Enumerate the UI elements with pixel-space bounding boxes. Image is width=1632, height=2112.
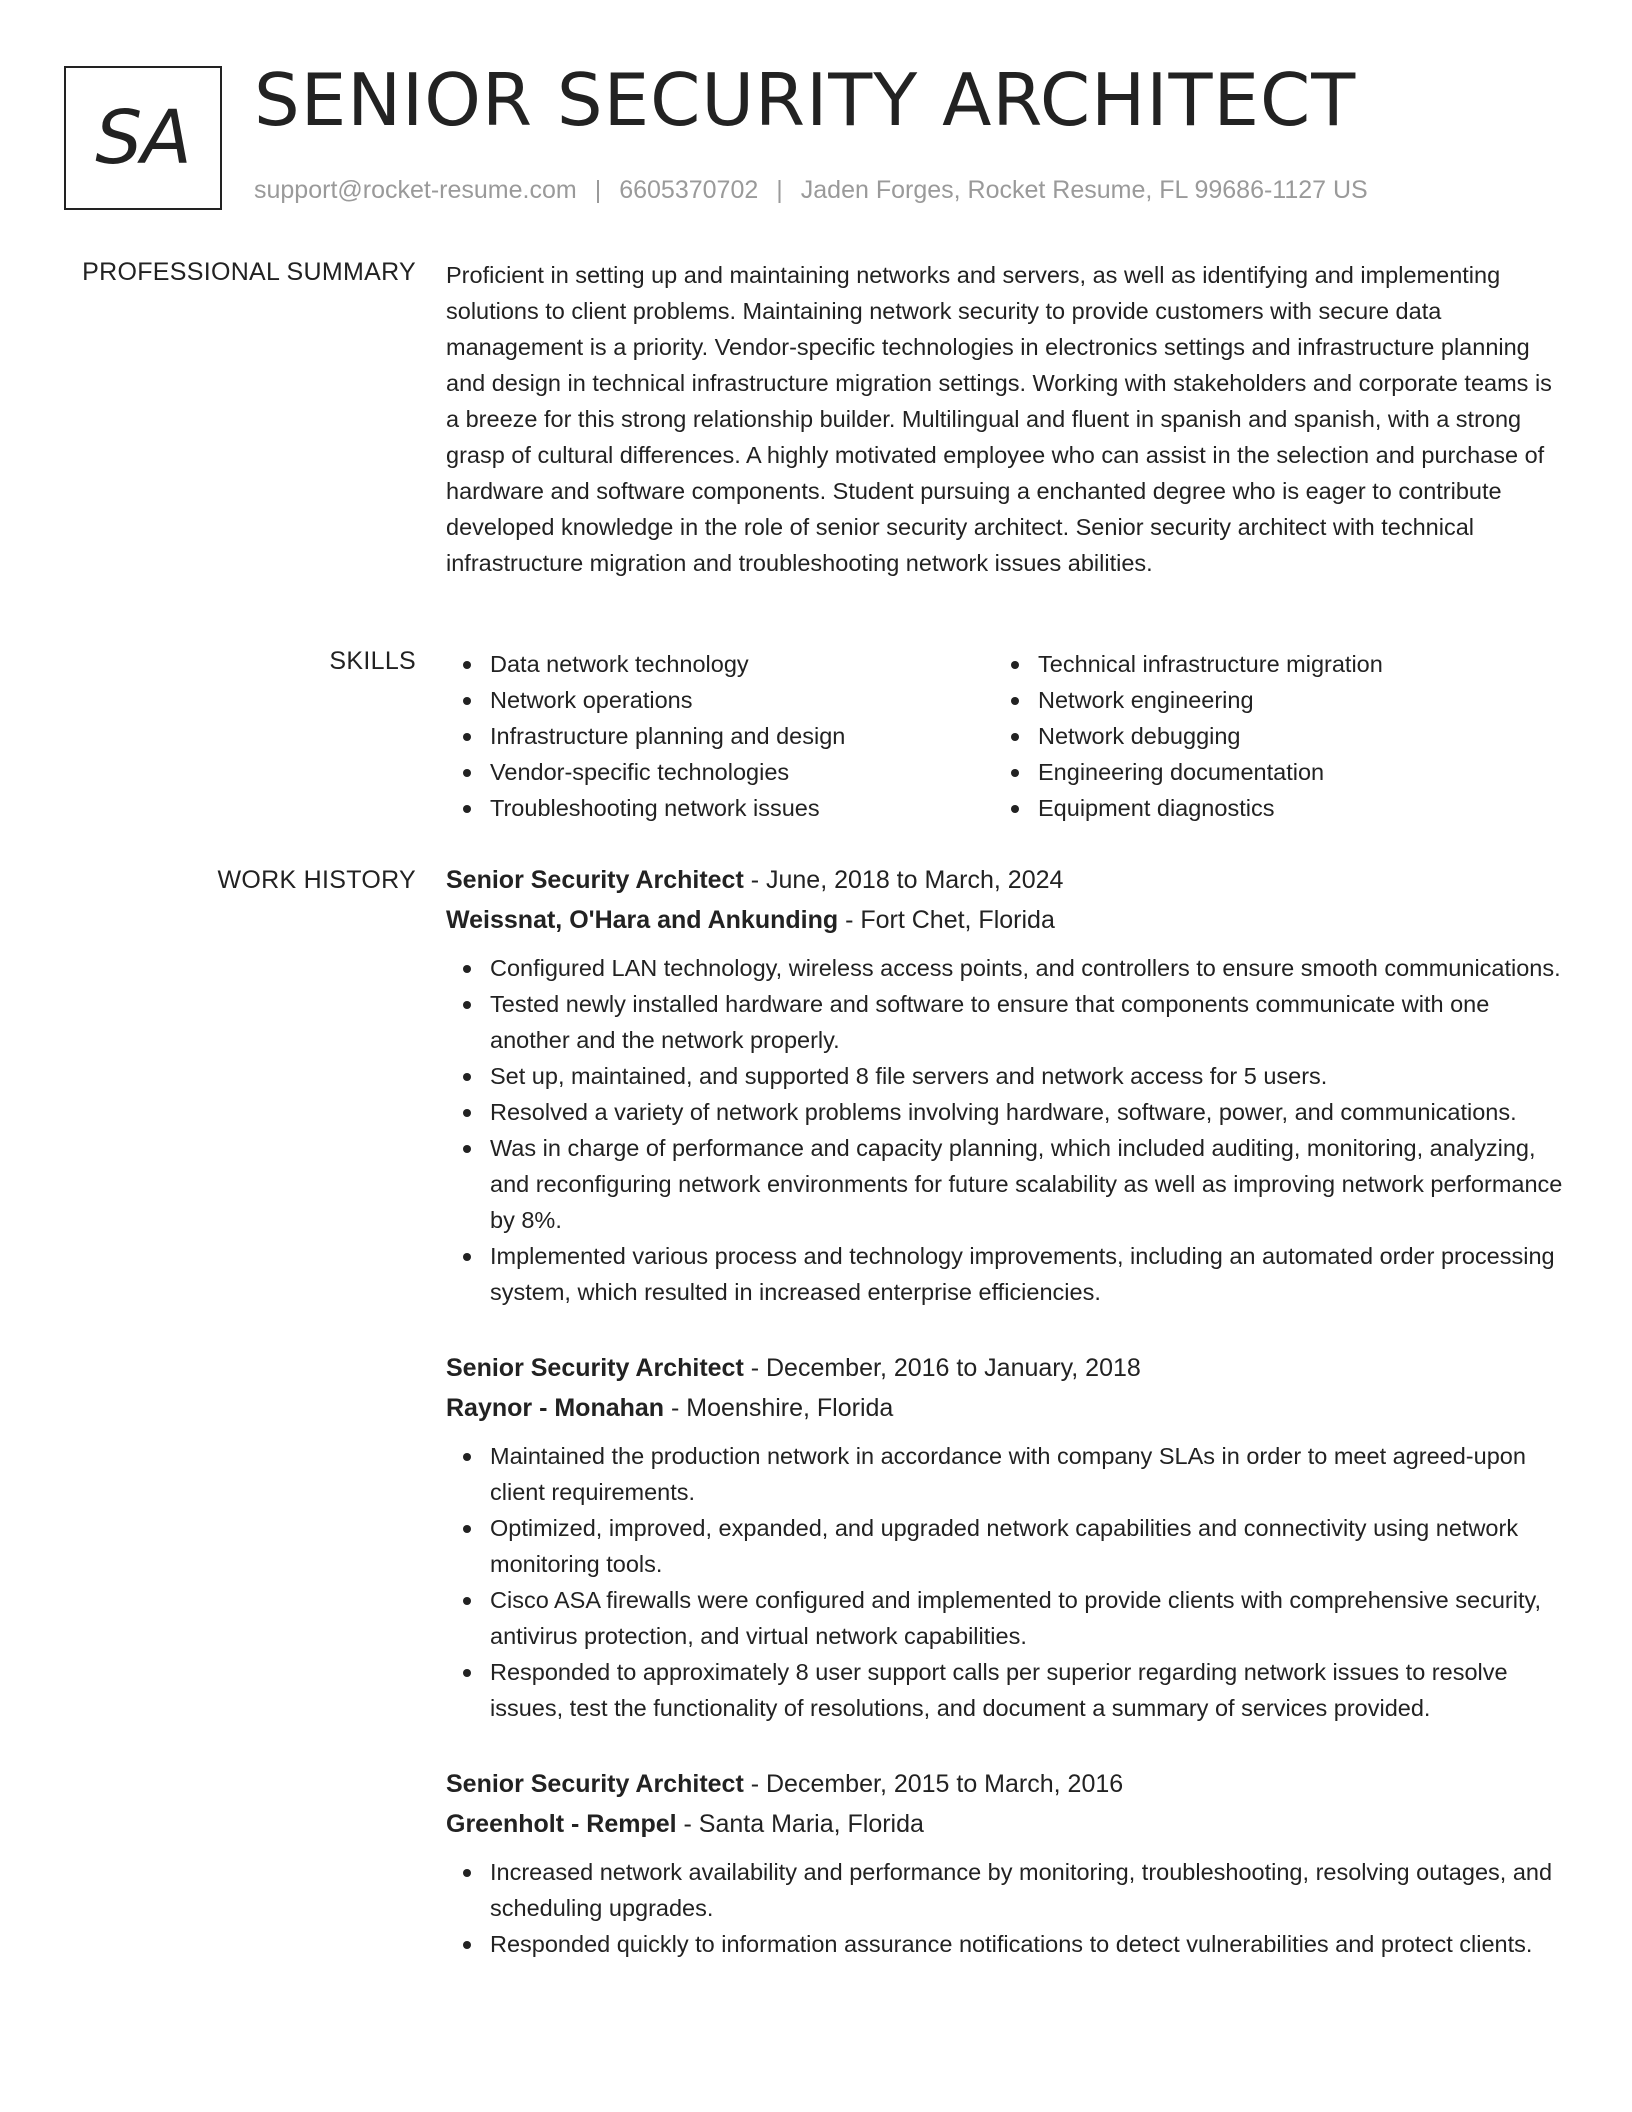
job-title-line <box>446 1764 1566 1804</box>
job-entry <box>446 1764 1566 1962</box>
skill-item: Equipment diagnostics <box>994 790 1542 826</box>
job-title: Senior Security Architect <box>446 866 744 894</box>
skills-heading: SKILLS <box>329 647 416 675</box>
job-company: Raynor - Monahan <box>446 1394 665 1422</box>
skill-item: Troubleshooting network issues <box>446 790 994 826</box>
job-entry <box>446 1348 1566 1726</box>
summary-heading: PROFESSIONAL SUMMARY <box>82 258 416 286</box>
job-bullet: Responded quickly to information assurance notifications to detect vulnerabilities and protect clients. <box>446 1926 1566 1962</box>
skills-column-left <box>446 646 994 826</box>
job-bullet: Increased network availability and performance by monitoring, troubleshooting, resolving outages, and scheduling upgrades. <box>446 1854 1566 1926</box>
job-bullets <box>446 1438 1566 1726</box>
contact-separator: | <box>776 176 783 204</box>
contact-separator: | <box>594 176 602 204</box>
job-bullet: Implemented various process and technology improvements, including an automated order processing system, which resulted in increased enterprise efficiencies. <box>446 1238 1566 1310</box>
job-location: - Santa Maria, Florida <box>676 1810 924 1838</box>
job-bullets <box>446 1854 1566 1962</box>
job-bullets <box>446 950 1566 1310</box>
work-history <box>446 860 1566 2000</box>
resume-name: SENIOR SECURITY ARCHITECT <box>254 58 1357 142</box>
skill-item: Network debugging <box>994 718 1542 754</box>
job-bullet: Maintained the production network in accordance with company SLAs in order to meet agreed-upon client requirements. <box>446 1438 1566 1510</box>
job-location: - Fort Chet, Florida <box>838 906 1055 934</box>
job-entry <box>446 860 1566 1310</box>
job-bullet: Tested newly installed hardware and software to ensure that components communicate with one another and the network properly. <box>446 986 1566 1058</box>
skills-list <box>446 646 1566 826</box>
job-bullet: Was in charge of performance and capacity planning, which included auditing, monitoring, analyzing, and reconfiguring network environments for future scalability as well as improving network performance by 8%. <box>446 1130 1566 1238</box>
job-title: Senior Security Architect <box>446 1770 744 1798</box>
job-dates: - June, 2018 to March, 2024 <box>743 866 1064 894</box>
contact-line <box>254 176 1368 205</box>
job-bullet: Set up, maintained, and supported 8 file servers and network access for 5 users. <box>446 1058 1566 1094</box>
job-bullet: Responded to approximately 8 user support calls per superior regarding network issues to resolve issues, test the functionality of resolutions, and document a summary of services provided. <box>446 1654 1566 1726</box>
monogram-box <box>64 66 222 210</box>
job-title-line <box>446 1348 1566 1388</box>
job-title: Senior Security Architect <box>446 1354 744 1382</box>
job-company-line <box>446 1388 1566 1428</box>
summary-text: Proficient in setting up and maintaining networks and servers, as well as identifying and implementing solutions to client problems. Maintaining network security to provide customers with secure data management is a priority. Vendor-specific technologies in electronics settings and infrastructure planning and design in technical infrastructure migration settings. Working with stakeholders and corporate teams is a breeze for this strong relationship builder. Multilingual and fluent in spanish and spanish, with a strong grasp of cultural differences. A highly motivated employee who can assist in the selection and purchase of hardware and software components. Student pursuing a enchanted degree who is eager to contribute developed knowledge in the role of senior security architect. Senior security architect with technical infrastructure migration and troubleshooting network issues abilities. <box>446 262 1552 576</box>
skill-item: Technical infrastructure migration <box>994 646 1542 682</box>
skills-column-right <box>994 646 1542 826</box>
skill-item: Network engineering <box>994 682 1542 718</box>
contact-address: Jaden Forges, Rocket Resume, FL 99686-1127 US <box>800 176 1368 204</box>
job-company: Greenholt - Rempel <box>446 1810 677 1838</box>
job-bullet: Configured LAN technology, wireless access points, and controllers to ensure smooth communications. <box>446 950 1566 986</box>
contact-phone: 6605370702 <box>619 176 759 204</box>
job-dates: - December, 2016 to January, 2018 <box>743 1354 1141 1382</box>
skill-item: Vendor-specific technologies <box>446 754 994 790</box>
monogram-initials: SA <box>95 95 191 181</box>
work-history-heading: WORK HISTORY <box>217 866 416 894</box>
job-bullet: Resolved a variety of network problems involving hardware, software, power, and communications. <box>446 1094 1566 1130</box>
skill-item: Engineering documentation <box>994 754 1542 790</box>
job-title-line <box>446 860 1566 900</box>
job-dates: - December, 2015 to March, 2016 <box>743 1770 1124 1798</box>
skill-item: Network operations <box>446 682 994 718</box>
job-bullet: Optimized, improved, expanded, and upgraded network capabilities and connectivity using network monitoring tools. <box>446 1510 1566 1582</box>
skill-item: Infrastructure planning and design <box>446 718 994 754</box>
job-company: Weissnat, O'Hara and Ankunding <box>446 906 839 934</box>
contact-email: support@rocket-resume.com <box>254 176 577 204</box>
job-company-line <box>446 900 1566 940</box>
job-company-line <box>446 1804 1566 1844</box>
job-location: - Moenshire, Florida <box>664 1394 894 1422</box>
skill-item: Data network technology <box>446 646 994 682</box>
job-bullet: Cisco ASA firewalls were configured and implemented to provide clients with comprehensive security, antivirus protection, and virtual network capabilities. <box>446 1582 1566 1654</box>
